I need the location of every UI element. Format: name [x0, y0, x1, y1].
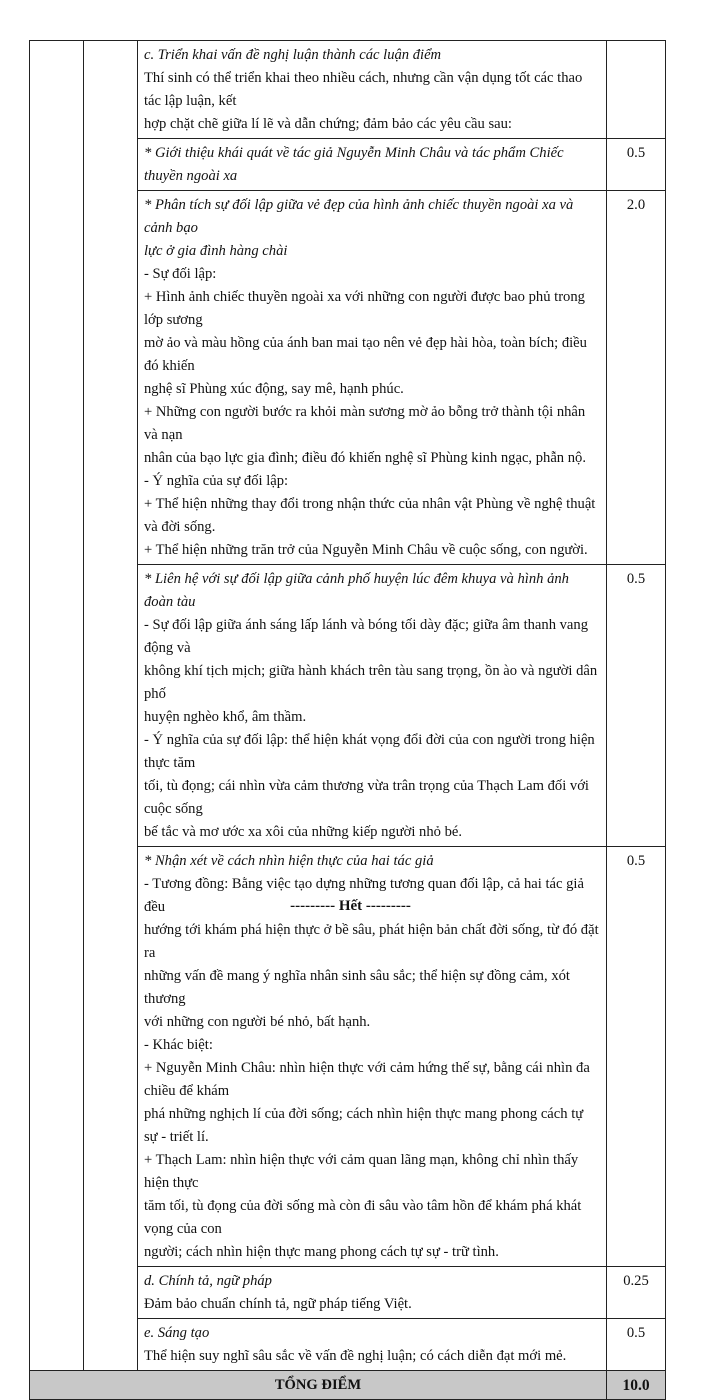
- row-line: + Hình ảnh chiếc thuyền ngoài xa với những con người được bao phủ trong lớp sương: [144, 289, 585, 328]
- row-line: - Tương đồng: Bằng việc tạo dựng những tương quan đối lập, cả hai tác giả đều: [144, 876, 584, 915]
- row-line: nghệ sĩ Phùng xúc động, say mê, hạnh phúc.: [144, 381, 404, 397]
- score-cell: 0.5: [607, 139, 666, 191]
- score-cell: 0.5: [607, 1319, 666, 1371]
- row-line: Thí sinh có thể triển khai theo nhiều cách, nhưng cần vận dụng tốt các thao tác lập luận, kết: [144, 70, 583, 109]
- row-heading: d. Chính tả, ngữ pháp: [144, 1273, 272, 1289]
- content-cell: [138, 191, 607, 565]
- rubric-row: [30, 41, 666, 139]
- question-column-cell: [84, 41, 138, 1371]
- row-line: những vấn đề mang ý nghĩa nhân sinh sâu sắc; thể hiện sự đồng cảm, xót thương: [144, 968, 570, 1007]
- row-line: hợp chặt chẽ giữa lí lẽ và dẫn chứng; đảm bảo các yêu cầu sau:: [144, 116, 512, 132]
- row-line: - Ý nghĩa của sự đối lập: thể hiện khát vọng đổi đời của con người trong hiện thực tăm: [144, 732, 595, 771]
- score-cell: [607, 41, 666, 139]
- row-line: - Sự đối lập:: [144, 266, 217, 282]
- total-score: 10.0: [607, 1371, 666, 1400]
- content-cell: [138, 139, 607, 191]
- row-line: - Khác biệt:: [144, 1037, 213, 1053]
- rubric-body: [30, 41, 666, 1400]
- row-heading: * Giới thiệu khái quát về tác giả Nguyễn Minh Châu và tác phẩm Chiếc thuyền ngoài xa: [144, 145, 564, 184]
- row-heading: c. Triển khai vấn đề nghị luận thành các luận điểm: [144, 47, 442, 63]
- row-line: - Sự đối lập giữa ánh sáng lấp lánh và bóng tối dày đặc; giữa âm thanh vang động và: [144, 617, 589, 656]
- row-line: + Những con người bước ra khỏi màn sương mờ ảo bỗng trở thành tội nhân và nạn: [144, 404, 586, 443]
- row-line: - Ý nghĩa của sự đối lập:: [144, 473, 289, 489]
- part-column-cell: [30, 41, 84, 1371]
- row-line: Đảm bảo chuẩn chính tả, ngữ pháp tiếng Việt.: [144, 1296, 412, 1312]
- row-line: người; cách nhìn hiện thực mang phong cách tự sự - trữ tình.: [144, 1244, 499, 1260]
- row-line: nhân của bạo lực gia đình; điều đó khiến nghệ sĩ Phùng kinh ngạc, phẫn nộ.: [144, 450, 586, 466]
- content-cell: [138, 1319, 607, 1371]
- total-row: [30, 1371, 666, 1400]
- end-marker: --------- Hết ---------: [290, 898, 411, 914]
- row-line: với những con người bé nhỏ, bất hạnh.: [144, 1014, 371, 1030]
- total-label: TỔNG ĐIỂM: [30, 1371, 607, 1400]
- score-cell: 0.5: [607, 847, 666, 1267]
- row-heading-continued: lực ở gia đình hàng chài: [144, 243, 288, 259]
- rubric-table: [29, 40, 666, 1400]
- row-line: mờ ảo và màu hồng của ánh ban mai tạo nên vẻ đẹp hài hòa, toàn bích; điều đó khiến: [144, 335, 587, 374]
- row-heading: * Phân tích sự đối lập giữa vẻ đẹp của hình ảnh chiếc thuyền ngoài xa và cảnh bạo: [144, 197, 574, 236]
- content-cell: [138, 41, 607, 139]
- row-line: bế tắc và mơ ước xa xôi của những kiếp người nhỏ bé.: [144, 824, 462, 840]
- row-line: Thể hiện suy nghĩ sâu sắc về vấn đề nghị luận; có cách diễn đạt mới mẻ.: [144, 1348, 567, 1364]
- score-cell: 0.5: [607, 565, 666, 847]
- row-heading: * Liên hệ với sự đối lập giữa cảnh phố huyện lúc đêm khuya và hình ảnh đoàn tàu: [144, 571, 569, 610]
- row-line: + Thể hiện những trăn trở của Nguyễn Minh Châu về cuộc sống, con người.: [144, 542, 588, 558]
- row-line: + Nguyễn Minh Châu: nhìn hiện thực với cảm hứng thế sự, bằng cái nhìn đa chiều để khám: [144, 1060, 590, 1099]
- content-cell: [138, 1267, 607, 1319]
- row-heading: * Nhận xét về cách nhìn hiện thực của hai tác giả: [144, 853, 434, 869]
- row-line: + Thạch Lam: nhìn hiện thực với cảm quan lãng mạn, không chỉ nhìn thấy hiện thực: [144, 1152, 579, 1191]
- score-cell: 0.25: [607, 1267, 666, 1319]
- row-line: + Thể hiện những thay đổi trong nhận thức của nhân vật Phùng về nghệ thuật và đời sống.: [144, 496, 596, 535]
- score-cell: 2.0: [607, 191, 666, 565]
- row-line: tối, tù đọng; cái nhìn vừa cảm thương vừa trân trọng của Thạch Lam đối với cuộc sống: [144, 778, 589, 817]
- row-line: tăm tối, tù đọng của đời sống mà còn đi sâu vào tâm hồn để khám phá khát vọng của con: [144, 1198, 582, 1237]
- row-line: phá những nghịch lí của đời sống; cách nhìn hiện thực mang phong cách tự sự - triết lí.: [144, 1106, 584, 1145]
- row-line: hướng tới khám phá hiện thực ở bề sâu, phát hiện bản chất đời sống, từ đó đặt ra: [144, 922, 599, 961]
- row-line: không khí tịch mịch; giữa hành khách trên tàu sang trọng, ồn ào và người dân phố: [144, 663, 598, 702]
- row-line: huyện nghèo khổ, âm thầm.: [144, 709, 307, 725]
- content-cell: [138, 565, 607, 847]
- row-heading: e. Sáng tạo: [144, 1325, 210, 1341]
